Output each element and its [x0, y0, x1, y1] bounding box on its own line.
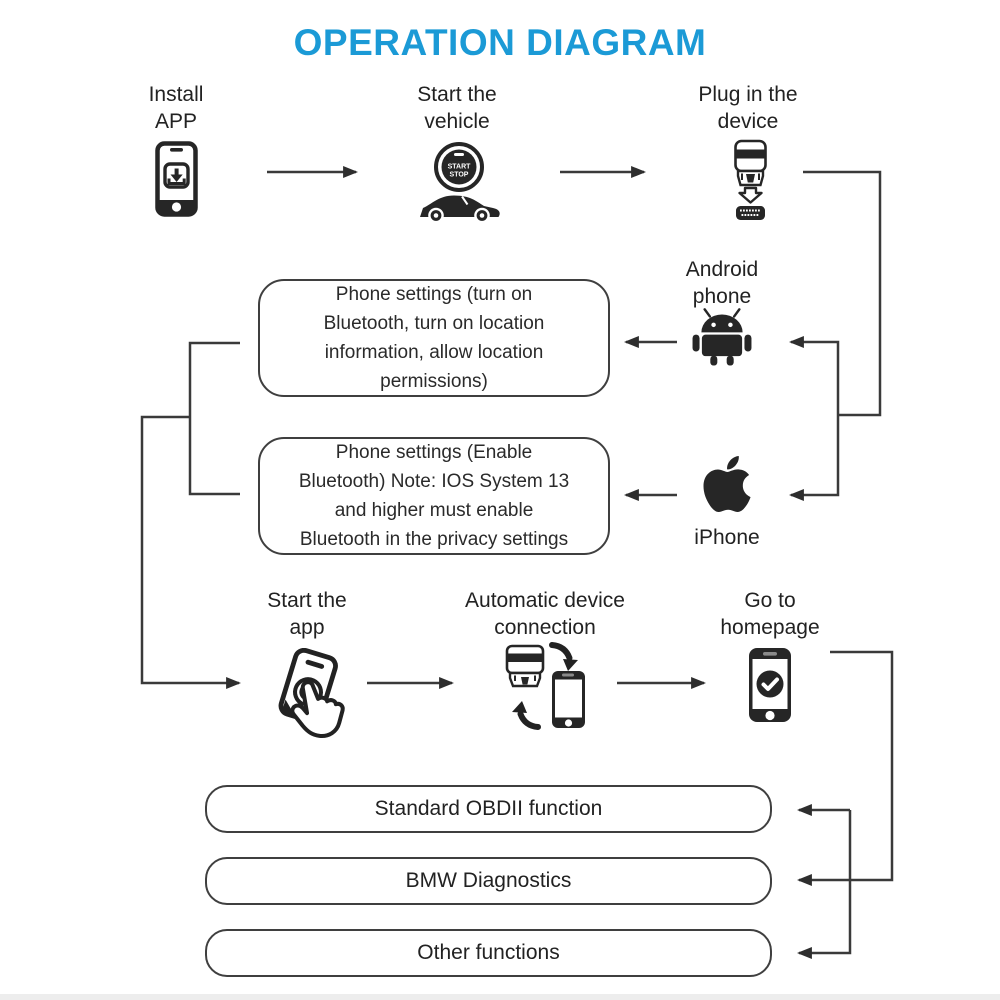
apple-logo-icon: [703, 452, 751, 516]
plug-down-arrow-icon: [740, 188, 762, 203]
obd-port-icon: [736, 206, 765, 220]
car-icon: [416, 187, 502, 223]
step-label-install-app: Install APP: [148, 83, 204, 133]
callout-android-settings: Phone settings (turn on Bluetooth, turn on location information, allow location permissions): [258, 279, 610, 397]
android-robot-icon: [689, 308, 755, 366]
step-label-auto-connection: Automatic device connection: [465, 589, 625, 639]
step-label-start-vehicle: Start the vehicle: [417, 83, 497, 133]
start-stop-button-icon: [433, 141, 485, 193]
step-label-start-app: Start the app: [267, 589, 347, 639]
svg-text:STOP: STOP: [449, 171, 469, 179]
obd-device-icon: [731, 139, 771, 221]
page-edge: [0, 994, 1000, 1000]
callout-ios-settings: Phone settings (Enable Bluetooth) Note: IOS System 13 and higher must enable Bluetooth in the privacy settings: [258, 437, 610, 555]
step-label-android-phone: Android phone: [685, 258, 759, 308]
step-label-plug-device: Plug in the device: [698, 83, 798, 133]
svg-text:START: START: [447, 163, 471, 171]
page-title: OPERATION DIAGRAM: [293, 22, 707, 63]
function-box-other-functions: Other functions: [205, 929, 772, 977]
hand-tap-phone-icon: [260, 648, 356, 744]
step-label-go-homepage: Go to homepage: [720, 589, 820, 639]
step-label-iphone: iPhone: [694, 526, 760, 549]
device-phone-sync-icon: [495, 640, 595, 732]
homepage-check-phone-icon: [747, 646, 793, 724]
download-app-phone-icon: [155, 141, 198, 217]
function-box-bmw-diagnostics: BMW Diagnostics: [205, 857, 772, 905]
function-box-standard-obdii: Standard OBDII function: [205, 785, 772, 833]
